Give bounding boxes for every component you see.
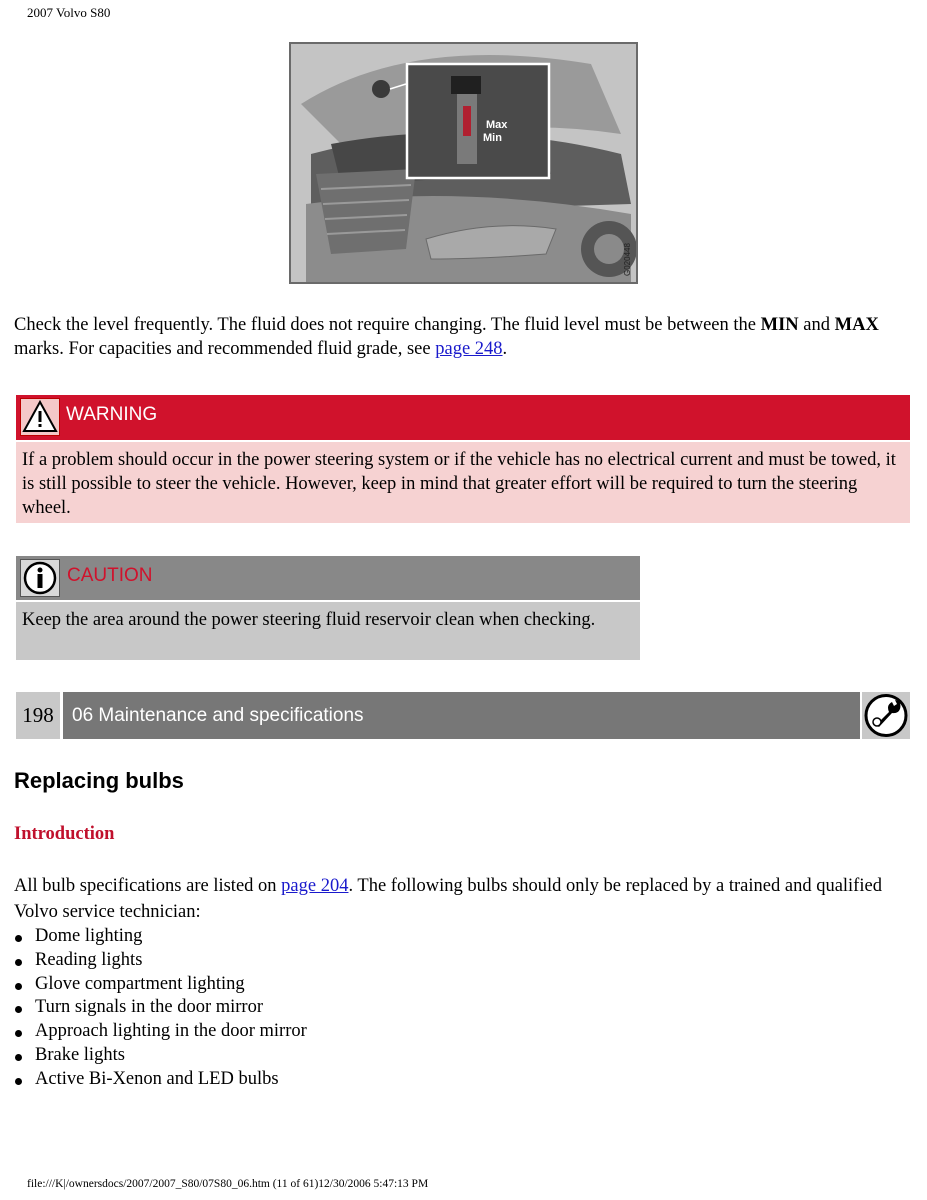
warning-triangle-icon	[20, 398, 60, 436]
replacing-bulbs-heading: Replacing bulbs	[14, 768, 184, 793]
list-item: Reading lights	[14, 949, 307, 973]
warning-body: If a problem should occur in the power steering system or if the vehicle has no electrical current and must be towed, it is still possible to steer the vehicle. However, keep in mind that greater effort will be required to turn the steering wheel.	[16, 442, 910, 523]
max-label: Max	[486, 119, 508, 131]
caution-header	[16, 556, 640, 600]
fluid-level-paragraph: Check the level frequently. The fluid does not require changing. The fluid level must be between the MIN and MAX marks. For capacities and recommended fluid grade, see page 248.	[14, 315, 879, 359]
figure-code: G020448	[623, 243, 632, 276]
list-item: Dome lighting	[14, 925, 307, 949]
section-title: 06 Maintenance and specifications	[63, 692, 860, 739]
info-icon	[20, 559, 60, 597]
min-label: Min	[483, 132, 502, 144]
warning-title: WARNING	[66, 404, 158, 425]
file-path-footer: file:///K|/ownersdocs/2007/2007_S80/07S80_06.htm (11 of 61)12/30/2006 5:47:13 PM	[27, 1178, 429, 1190]
page-number: 198	[16, 692, 60, 739]
bulbs-paragraph: All bulb specifications are listed on page 204. The following bulbs should only be replaced by a trained and qualified Volvo service technician:	[14, 876, 882, 922]
list-item: Turn signals in the door mirror	[14, 996, 307, 1020]
caution-body: Keep the area around the power steering fluid reservoir clean when checking.	[16, 602, 640, 660]
list-item: Active Bi-Xenon and LED bulbs	[14, 1068, 307, 1092]
document-title: 2007 Volvo S80	[27, 5, 111, 20]
bulb-list	[14, 925, 307, 1092]
max-mark: MAX	[834, 315, 879, 335]
introduction-subheading: Introduction	[14, 824, 115, 844]
engine-bay-illustration	[289, 42, 638, 284]
warning-header	[16, 395, 910, 440]
page-204-link[interactable]: page 204	[281, 876, 349, 896]
wrench-icon	[862, 692, 910, 739]
list-item: Glove compartment lighting	[14, 973, 307, 997]
page-248-link[interactable]: page 248	[435, 339, 503, 359]
list-item: Approach lighting in the door mirror	[14, 1020, 307, 1044]
min-mark: MIN	[760, 315, 799, 335]
caution-title: CAUTION	[67, 565, 153, 586]
list-item: Brake lights	[14, 1044, 307, 1068]
